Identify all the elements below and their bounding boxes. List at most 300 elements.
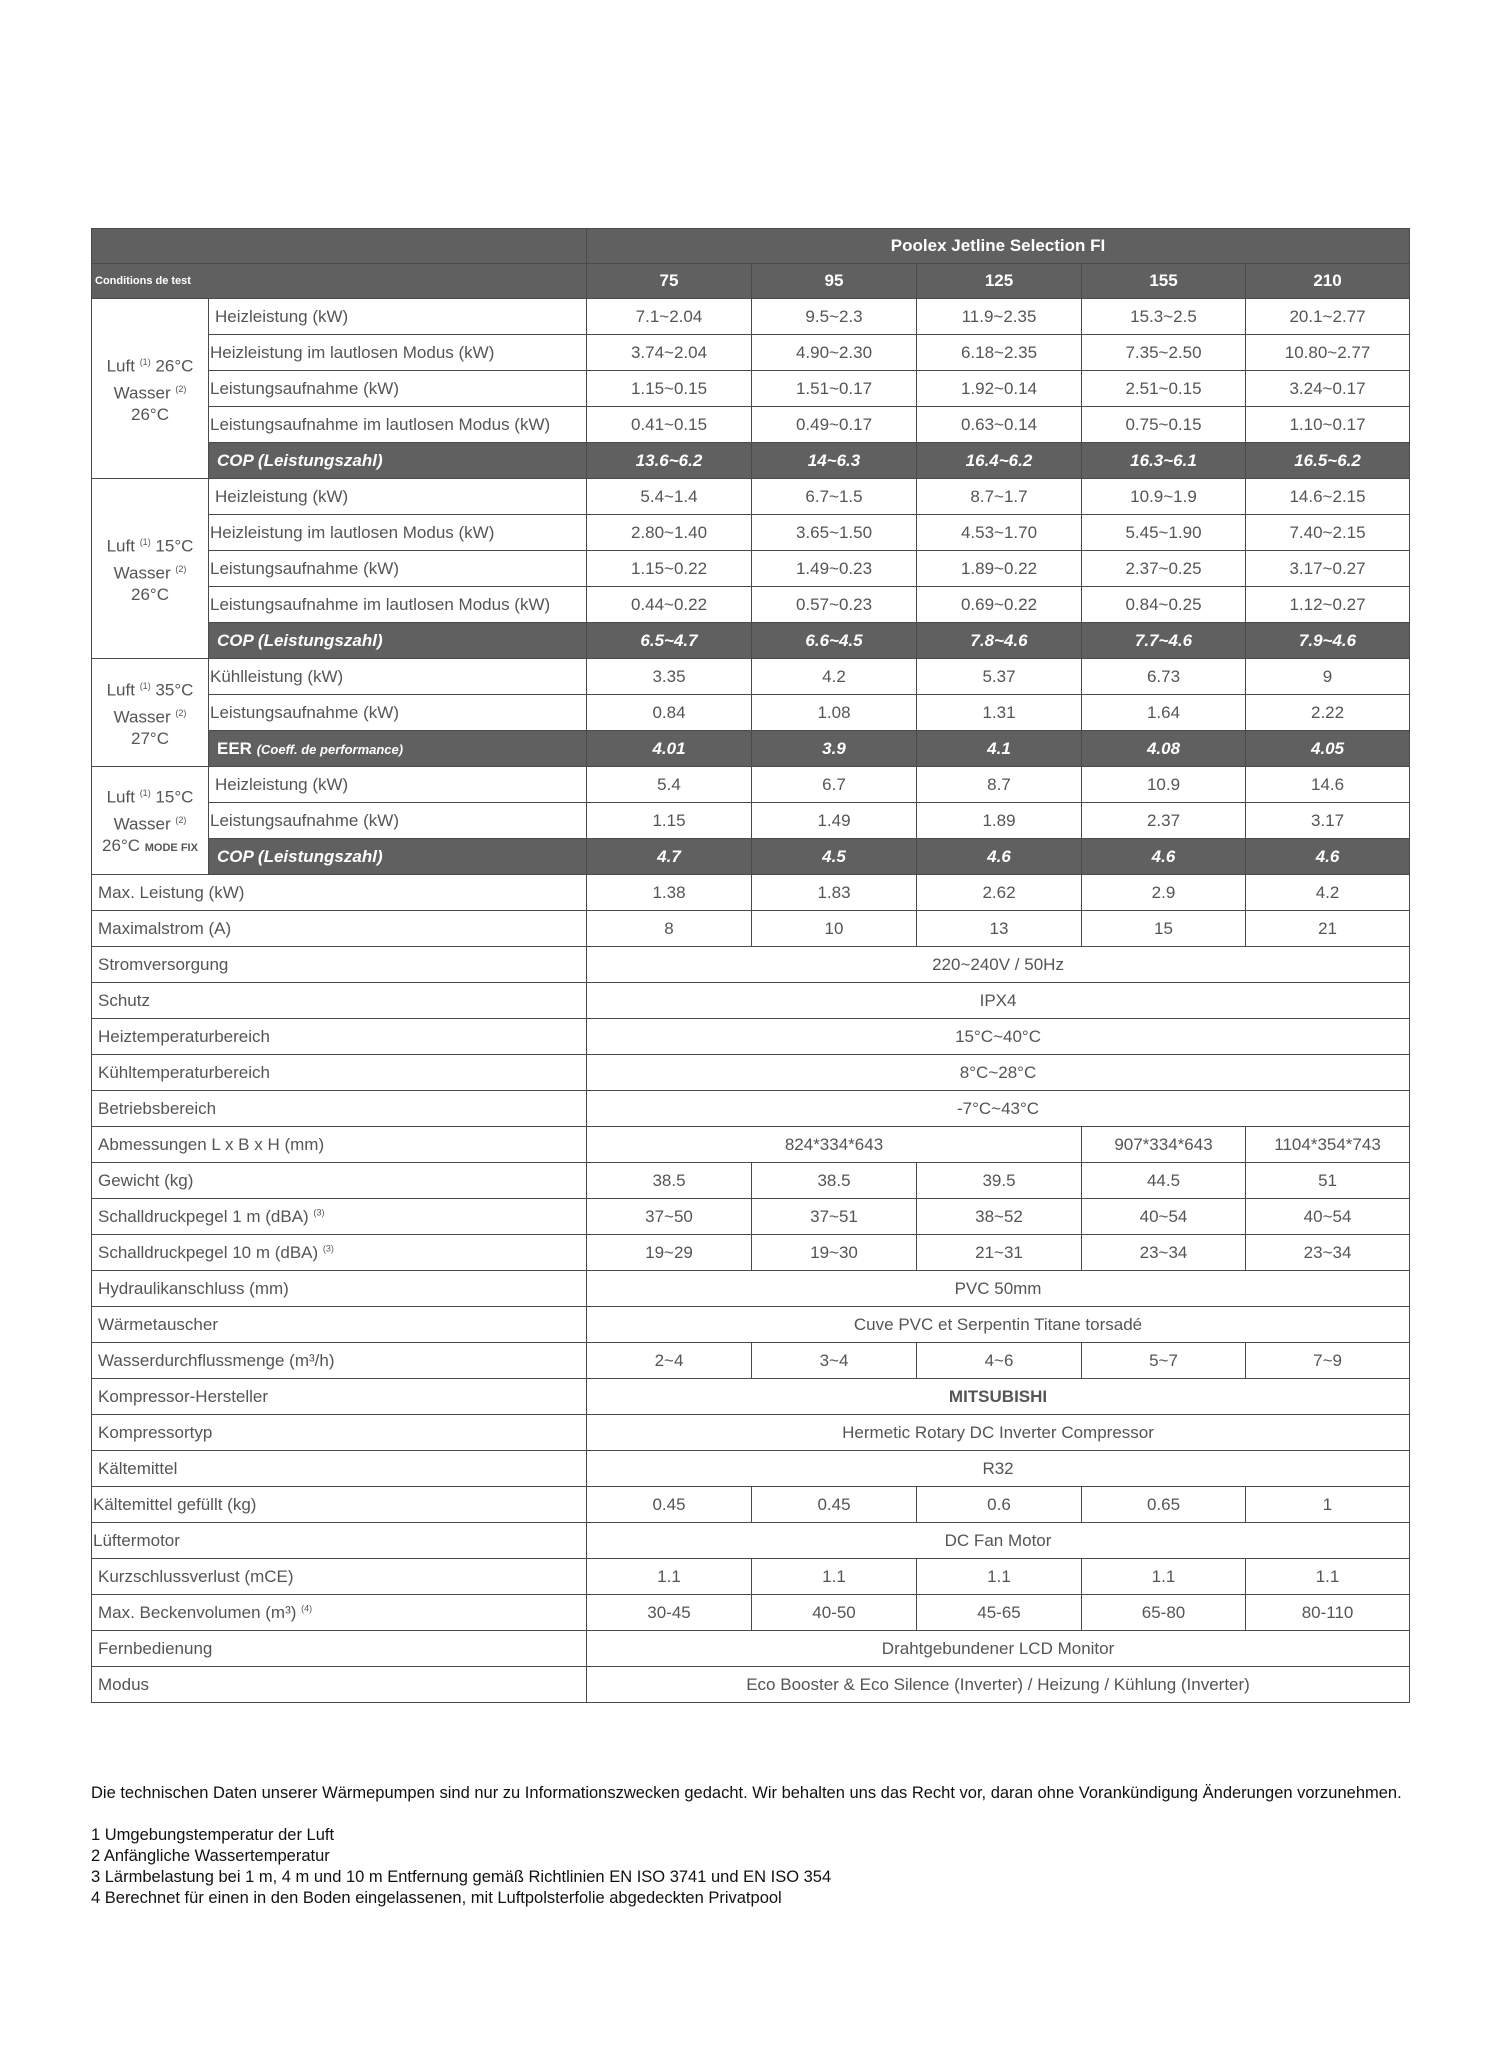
- value-cell-span: PVC 50mm: [587, 1271, 1410, 1307]
- header-row-title: [92, 229, 1410, 264]
- value-cell: 5.45~1.90: [1082, 515, 1246, 551]
- value-cell: 14.6~2.15: [1246, 479, 1410, 515]
- value-cell: 1.1: [1246, 1559, 1410, 1595]
- row-label: [92, 1235, 587, 1271]
- row-label-text: Abmessungen L x B x H (mm): [98, 1134, 325, 1154]
- row-label: Heizleistung (kW): [209, 299, 587, 335]
- summary-value: 4.6: [917, 839, 1082, 875]
- row-label: Kühlleistung (kW): [209, 659, 587, 695]
- condition-water-value: 27°C: [131, 729, 169, 749]
- value-cell: 38~52: [917, 1199, 1082, 1235]
- row-label: Heizleistung (kW): [209, 479, 587, 515]
- value-cell: 40~54: [1082, 1199, 1246, 1235]
- value-cell: 2.80~1.40: [587, 515, 752, 551]
- value-cell: 23~34: [1082, 1235, 1246, 1271]
- condition-air-value: 15°C: [155, 787, 194, 807]
- value-cell: 6.7~1.5: [752, 479, 917, 515]
- value-cell: 51: [1246, 1163, 1410, 1199]
- row-label-text: Wärmetauscher: [98, 1314, 218, 1334]
- value-cell: 1.08: [752, 695, 917, 731]
- value-cell: 19~29: [587, 1235, 752, 1271]
- value-cell: 3.24~0.17: [1246, 371, 1410, 407]
- model-header: 125: [917, 264, 1082, 299]
- row-label: Leistungsaufnahme (kW): [209, 803, 587, 839]
- summary-value: 4.7: [587, 839, 752, 875]
- value-cell-span: 15°C~40°C: [587, 1019, 1410, 1055]
- condition-air-value: 35°C: [155, 680, 194, 700]
- value-cell: 5.37: [917, 659, 1082, 695]
- model-header: 95: [752, 264, 917, 299]
- spec-table-body: [92, 229, 1410, 1703]
- summary-label-text: COP (Leistungszahl): [217, 450, 383, 470]
- value-cell: 2.62: [917, 875, 1082, 911]
- row-label: Heizleistung im lautlosen Modus (kW): [209, 515, 587, 551]
- value-cell: 1.15: [587, 803, 752, 839]
- table-row: [92, 1163, 1410, 1199]
- value-cell: 2.51~0.15: [1082, 371, 1246, 407]
- summary-label-text: EER: [217, 738, 252, 758]
- mode-fix-label: MODE FIX: [144, 842, 198, 855]
- value-cell: 1.10~0.17: [1246, 407, 1410, 443]
- value-cell: 1.83: [752, 875, 917, 911]
- condition-air-value: 15°C: [155, 536, 194, 556]
- condition-water-label: Wasser: [113, 707, 171, 727]
- footnote-ref: (2): [175, 563, 187, 574]
- value-cell: 1.38: [587, 875, 752, 911]
- value-cell: 5~7: [1082, 1343, 1246, 1379]
- value-cell: 7.40~2.15: [1246, 515, 1410, 551]
- value-cell: 0.65: [1082, 1487, 1246, 1523]
- condition-air-line: [92, 782, 208, 809]
- footnote-ref: (1): [139, 356, 151, 367]
- value-cell: 0.45: [587, 1487, 752, 1523]
- row-label: Heizleistung (kW): [209, 767, 587, 803]
- table-row: [92, 803, 1410, 839]
- table-row: [92, 767, 1410, 803]
- value-cell: 1.15~0.15: [587, 371, 752, 407]
- row-label-text: Schalldruckpegel 1 m (dBA): [98, 1206, 309, 1226]
- row-label-text: Fernbedienung: [98, 1638, 213, 1658]
- value-cell: 0.75~0.15: [1082, 407, 1246, 443]
- value-cell: 10: [752, 911, 917, 947]
- value-cell: 3.65~1.50: [752, 515, 917, 551]
- summary-row: [92, 443, 1410, 479]
- table-row: [92, 875, 1410, 911]
- row-label-text: Schutz: [98, 990, 150, 1010]
- summary-value: 6.6~4.5: [752, 623, 917, 659]
- row-label: [92, 1091, 587, 1127]
- summary-label: [209, 731, 587, 767]
- value-cell: 4.53~1.70: [917, 515, 1082, 551]
- row-label-text: Betriebsbereich: [98, 1098, 217, 1118]
- value-cell: 44.5: [1082, 1163, 1246, 1199]
- footnote: 2 Anfängliche Wassertemperatur: [91, 1847, 330, 1865]
- header-row-models: [92, 264, 1410, 299]
- condition-water-line: [92, 558, 208, 585]
- footnote: 3 Lärmbelastung bei 1 m, 4 m und 10 m Entfernung gemäß Richtlinien EN ISO 3741 und EN ISO 354: [91, 1868, 832, 1886]
- value-cell: 9: [1246, 659, 1410, 695]
- value-cell: 40~54: [1246, 1199, 1410, 1235]
- value-cell: 1.49: [752, 803, 917, 839]
- value-cell: 1.1: [917, 1559, 1082, 1595]
- row-label: [92, 1055, 587, 1091]
- table-row: [92, 479, 1410, 515]
- spec-table: [91, 228, 1410, 1703]
- row-label-text: Kältemittel gefüllt (kg): [93, 1494, 257, 1514]
- value-cell: 37~50: [587, 1199, 752, 1235]
- table-row: [92, 1631, 1410, 1667]
- row-label-text: Kältemittel: [98, 1458, 178, 1478]
- footnote-ref: (3): [322, 1242, 334, 1253]
- footnote-ref: (1): [139, 680, 151, 691]
- value-cell: 21: [1246, 911, 1410, 947]
- summary-label: [209, 839, 587, 875]
- row-label-text: Schalldruckpegel 10 m (dBA): [98, 1242, 319, 1262]
- row-label: [92, 1451, 587, 1487]
- row-label-text: Heiztemperaturbereich: [98, 1026, 270, 1046]
- value-cell: 15: [1082, 911, 1246, 947]
- notes: [91, 1783, 1421, 1909]
- table-row: [92, 515, 1410, 551]
- summary-value: 3.9: [752, 731, 917, 767]
- footnote-ref: (2): [175, 383, 187, 394]
- test-condition-cell: [92, 299, 209, 479]
- table-row: [92, 1199, 1410, 1235]
- table-row: [92, 407, 1410, 443]
- row-label: [92, 1199, 587, 1235]
- value-cell: 0.84: [587, 695, 752, 731]
- condition-air-line: [92, 531, 208, 558]
- value-cell-span: DC Fan Motor: [587, 1523, 1410, 1559]
- summary-value: 4.6: [1082, 839, 1246, 875]
- value-cell: 7.35~2.50: [1082, 335, 1246, 371]
- value-cell: 2.22: [1246, 695, 1410, 731]
- value-cell-span: 220~240V / 50Hz: [587, 947, 1410, 983]
- value-cell: 1.1: [1082, 1559, 1246, 1595]
- value-cell: 4.2: [1246, 875, 1410, 911]
- table-row: [92, 335, 1410, 371]
- row-label: Leistungsaufnahme im lautlosen Modus (kW): [209, 587, 587, 623]
- summary-value: 16.3~6.1: [1082, 443, 1246, 479]
- value-cell: 10.9~1.9: [1082, 479, 1246, 515]
- condition-water-value: 26°C: [102, 836, 141, 856]
- condition-water-value: 26°C: [131, 405, 169, 425]
- value-cell: 5.4: [587, 767, 752, 803]
- row-label: [92, 1559, 587, 1595]
- value-cell: 10.80~2.77: [1246, 335, 1410, 371]
- condition-water-label: Wasser: [113, 814, 171, 834]
- value-cell: 1.51~0.17: [752, 371, 917, 407]
- value-cell: 21~31: [917, 1235, 1082, 1271]
- summary-value: 4.5: [752, 839, 917, 875]
- value-cell: 80-110: [1246, 1595, 1410, 1631]
- value-cell: 4.2: [752, 659, 917, 695]
- row-label-text: Kompressor-Hersteller: [98, 1386, 269, 1406]
- value-cell: 3.17~0.27: [1246, 551, 1410, 587]
- table-row: [92, 911, 1410, 947]
- row-label: [92, 947, 587, 983]
- summary-value: 7.9~4.6: [1246, 623, 1410, 659]
- table-row: [92, 1019, 1410, 1055]
- row-label-text: Max. Leistung (kW): [98, 882, 245, 902]
- value-cell: 3~4: [752, 1343, 917, 1379]
- value-cell: 38.5: [752, 1163, 917, 1199]
- disclaimer: Die technischen Daten unserer Wärmepumpen sind nur zu Informationszwecken gedacht. Wir behalten uns das Recht vor, daran ohne Vorankündigung Änderungen vorzunehmen.: [91, 1784, 1402, 1802]
- summary-label-text: COP (Leistungszahl): [217, 630, 383, 650]
- table-row: [92, 1487, 1410, 1523]
- row-label-text: Kurzschlussverlust (mCE): [98, 1566, 294, 1586]
- value-cell: 1104*354*743: [1246, 1127, 1410, 1163]
- value-cell: 907*334*643: [1082, 1127, 1246, 1163]
- summary-value: 14~6.3: [752, 443, 917, 479]
- summary-label-text: COP (Leistungszahl): [217, 846, 383, 866]
- value-cell: 0.45: [752, 1487, 917, 1523]
- table-row: [92, 1415, 1410, 1451]
- row-label: [92, 1415, 587, 1451]
- value-cell: 8.7: [917, 767, 1082, 803]
- row-label-text: Gewicht (kg): [98, 1170, 194, 1190]
- value-cell: 3.35: [587, 659, 752, 695]
- table-row: [92, 1667, 1410, 1703]
- condition-water-line: [92, 378, 208, 405]
- header-blank-cell: [92, 229, 587, 264]
- summary-value: 4.01: [587, 731, 752, 767]
- table-row: [92, 1307, 1410, 1343]
- value-cell-span: 8°C~28°C: [587, 1055, 1410, 1091]
- row-label: [92, 1595, 587, 1631]
- row-label: [92, 1667, 587, 1703]
- value-cell: 6.7: [752, 767, 917, 803]
- value-cell: 45-65: [917, 1595, 1082, 1631]
- value-cell: 2.37: [1082, 803, 1246, 839]
- value-cell: 0.69~0.22: [917, 587, 1082, 623]
- table-row: [92, 1379, 1410, 1415]
- row-label: Leistungsaufnahme (kW): [209, 371, 587, 407]
- summary-value: 16.4~6.2: [917, 443, 1082, 479]
- condition-water-line: [92, 702, 208, 729]
- table-row: [92, 551, 1410, 587]
- row-label: [92, 1019, 587, 1055]
- row-label: [92, 875, 587, 911]
- value-cell: 1.89~0.22: [917, 551, 1082, 587]
- condition-air-line: [92, 675, 208, 702]
- value-cell: 7~9: [1246, 1343, 1410, 1379]
- value-cell: 5.4~1.4: [587, 479, 752, 515]
- summary-value: 4.08: [1082, 731, 1246, 767]
- value-cell-span: -7°C~43°C: [587, 1091, 1410, 1127]
- footnote-ref: (1): [139, 787, 151, 798]
- condition-water-label: Wasser: [113, 383, 171, 403]
- value-cell: 7.1~2.04: [587, 299, 752, 335]
- table-row: [92, 371, 1410, 407]
- condition-water-label: Wasser: [113, 563, 171, 583]
- value-cell: 37~51: [752, 1199, 917, 1235]
- test-condition-cell: [92, 767, 209, 875]
- value-cell: 20.1~2.77: [1246, 299, 1410, 335]
- condition-water-value-line: [92, 404, 208, 426]
- condition-water-value-line: [92, 728, 208, 750]
- value-cell: 2.9: [1082, 875, 1246, 911]
- summary-row: [92, 839, 1410, 875]
- value-cell: 0.6: [917, 1487, 1082, 1523]
- value-cell-span: 824*334*643: [587, 1127, 1082, 1163]
- footnote-ref: (1): [139, 536, 151, 547]
- table-row: [92, 659, 1410, 695]
- value-cell: 1.1: [752, 1559, 917, 1595]
- value-cell: 1.64: [1082, 695, 1246, 731]
- value-cell: 30-45: [587, 1595, 752, 1631]
- row-label: [92, 1271, 587, 1307]
- model-header: 75: [587, 264, 752, 299]
- table-row: [92, 1595, 1410, 1631]
- table-row: [92, 1343, 1410, 1379]
- table-row: [92, 695, 1410, 731]
- value-cell: 39.5: [917, 1163, 1082, 1199]
- value-cell: 2.37~0.25: [1082, 551, 1246, 587]
- value-cell: 40-50: [752, 1595, 917, 1631]
- condition-water-value-line: [92, 835, 208, 859]
- summary-value: 4.05: [1246, 731, 1410, 767]
- condition-air-value: 26°C: [155, 356, 194, 376]
- table-row: [92, 587, 1410, 623]
- row-label: Leistungsaufnahme im lautlosen Modus (kW): [209, 407, 587, 443]
- value-cell: 1.1: [587, 1559, 752, 1595]
- summary-value: 6.5~4.7: [587, 623, 752, 659]
- table-row: [92, 1091, 1410, 1127]
- value-cell: 13: [917, 911, 1082, 947]
- row-label: [92, 1127, 587, 1163]
- value-cell: 1.31: [917, 695, 1082, 731]
- table-title: Poolex Jetline Selection FI: [587, 229, 1410, 264]
- row-label: [92, 1307, 587, 1343]
- value-cell: 14.6: [1246, 767, 1410, 803]
- value-cell: 3.17: [1246, 803, 1410, 839]
- row-label-text: Modus: [98, 1674, 150, 1694]
- value-cell: 1.92~0.14: [917, 371, 1082, 407]
- row-label-text: Hydraulikanschluss (mm): [98, 1278, 289, 1298]
- value-cell: 8.7~1.7: [917, 479, 1082, 515]
- value-cell: 0.41~0.15: [587, 407, 752, 443]
- value-cell-span: Hermetic Rotary DC Inverter Compressor: [587, 1415, 1410, 1451]
- row-label: [92, 1343, 587, 1379]
- value-cell: 0.57~0.23: [752, 587, 917, 623]
- table-row: [92, 1451, 1410, 1487]
- value-cell-span: Drahtgebundener LCD Monitor: [587, 1631, 1410, 1667]
- row-label-text: Kompressortyp: [98, 1422, 213, 1442]
- value-cell-span: Eco Booster & Eco Silence (Inverter) / Heizung / Kühlung (Inverter): [587, 1667, 1410, 1703]
- value-cell: 4~6: [917, 1343, 1082, 1379]
- row-label: [92, 983, 587, 1019]
- condition-air-line: [92, 351, 208, 378]
- condition-air-label: Luft: [106, 787, 135, 807]
- row-label-text: Stromversorgung: [98, 954, 229, 974]
- test-condition-cell: [92, 479, 209, 659]
- condition-water-value: 26°C: [131, 585, 169, 605]
- table-row: [92, 1055, 1410, 1091]
- condition-water-line: [92, 809, 208, 836]
- table-row: [92, 299, 1410, 335]
- value-cell: 11.9~2.35: [917, 299, 1082, 335]
- value-cell: 23~34: [1246, 1235, 1410, 1271]
- footnote-ref: (2): [175, 707, 187, 718]
- row-label: [92, 1379, 587, 1415]
- value-cell: 0.63~0.14: [917, 407, 1082, 443]
- table-row: [92, 1235, 1410, 1271]
- row-label-text: Kühltemperaturbereich: [98, 1062, 270, 1082]
- table-row: [92, 1127, 1410, 1163]
- condition-air-label: Luft: [106, 680, 135, 700]
- footnote: 1 Umgebungstemperatur der Luft: [91, 1826, 335, 1844]
- test-condition-cell: [92, 659, 209, 767]
- row-label-text: Maximalstrom (A): [98, 918, 232, 938]
- table-row: [92, 1559, 1410, 1595]
- summary-value: 16.5~6.2: [1246, 443, 1410, 479]
- footnote-ref: (3): [313, 1206, 325, 1217]
- footnote-ref: (2): [175, 814, 187, 825]
- row-label: [92, 1523, 587, 1559]
- table-row: [92, 983, 1410, 1019]
- value-cell: 0.84~0.25: [1082, 587, 1246, 623]
- summary-row: [92, 623, 1410, 659]
- summary-value: 7.8~4.6: [917, 623, 1082, 659]
- row-label: [92, 1487, 587, 1523]
- value-cell: 0.49~0.17: [752, 407, 917, 443]
- condition-air-label: Luft: [106, 356, 135, 376]
- row-label: [92, 1163, 587, 1199]
- value-cell: 6.73: [1082, 659, 1246, 695]
- value-cell-span: Cuve PVC et Serpentin Titane torsadé: [587, 1307, 1410, 1343]
- row-label: [92, 911, 587, 947]
- value-cell: 15.3~2.5: [1082, 299, 1246, 335]
- value-cell: 6.18~2.35: [917, 335, 1082, 371]
- value-cell: 8: [587, 911, 752, 947]
- value-cell: 2~4: [587, 1343, 752, 1379]
- summary-value: 7.7~4.6: [1082, 623, 1246, 659]
- value-cell: 1: [1246, 1487, 1410, 1523]
- conditions-header: Conditions de test: [92, 264, 587, 299]
- value-cell: 1.15~0.22: [587, 551, 752, 587]
- table-row: [92, 947, 1410, 983]
- value-cell: 10.9: [1082, 767, 1246, 803]
- value-cell: 1.12~0.27: [1246, 587, 1410, 623]
- row-label: [92, 1631, 587, 1667]
- value-cell-span: IPX4: [587, 983, 1410, 1019]
- row-label-text: Wasserdurchflussmenge (m³/h): [98, 1350, 335, 1370]
- value-cell: 65-80: [1082, 1595, 1246, 1631]
- table-row: [92, 1271, 1410, 1307]
- value-cell-span: R32: [587, 1451, 1410, 1487]
- row-label: Heizleistung im lautlosen Modus (kW): [209, 335, 587, 371]
- footnote: 4 Berechnet für einen in den Boden eingelassenen, mit Luftpolsterfolie abgedeckten Privatpool: [91, 1889, 782, 1907]
- summary-row: [92, 731, 1410, 767]
- value-cell: 19~30: [752, 1235, 917, 1271]
- summary-label-sub: (Coeff. de performance): [256, 741, 404, 757]
- summary-label: [209, 623, 587, 659]
- value-cell: 4.90~2.30: [752, 335, 917, 371]
- summary-value: 4.1: [917, 731, 1082, 767]
- value-cell: 1.49~0.23: [752, 551, 917, 587]
- condition-water-value-line: [92, 584, 208, 606]
- table-row: [92, 1523, 1410, 1559]
- value-cell: 0.44~0.22: [587, 587, 752, 623]
- summary-value: 4.6: [1246, 839, 1410, 875]
- model-header: 210: [1246, 264, 1410, 299]
- model-header: 155: [1082, 264, 1246, 299]
- value-cell: 3.74~2.04: [587, 335, 752, 371]
- value-cell: 1.89: [917, 803, 1082, 839]
- row-label-text: Lüftermotor: [93, 1530, 180, 1550]
- footnote-ref: (4): [301, 1602, 313, 1613]
